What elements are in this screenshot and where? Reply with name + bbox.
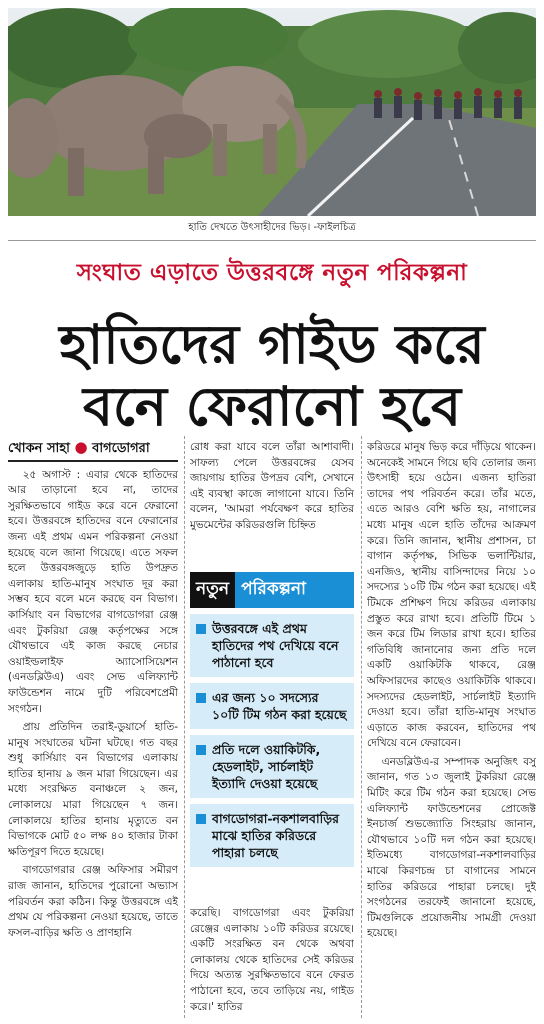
column-divider	[184, 436, 185, 1018]
byline-place: বাগডোগরা	[92, 441, 150, 456]
info-box-header-new: নতুন	[190, 572, 235, 608]
paragraph: ২৫ অগাস্ট : এবার থেকে হাতিদের আর তাড়ানো হবে না, তাদের সুরক্ষিতভাবে গাইড করে বনে ফেরানো হবে। উত্তরবঙ্গে হাতিদের বনে ফেরানোর জন্য এই প্রথম এমন পরিকল্পনা নেওয়া হয়েছে বলে জানা গিয়েছে। এতে সফল হলে উত্তরবঙ্গজুড়ে হাতি উপদ্রুত এলাকায় হাতি-মানুষ সংঘাত দূর করা সম্ভব হবে বলে মনে করছে বন বিভাগ। কার্সিয়াং বন বিভাগের বাগডোগরা রেঞ্জ এবং টুকরিয়া রেঞ্জ কর্তৃপক্ষের সঙ্গে যৌথভাবে এই কাজ করছে নেচার ওয়াইল্ডলাইফ অ্যাসোসিয়েশন (এনডব্লিউএ) এবং সেভ এলিফ্যান্ট ফাউন্ডেশন নামে দুটি পরিবেশপ্রেমী সংগঠন।	[8, 468, 178, 715]
byline	[8, 440, 178, 462]
paragraph: রোধ করা যাবে বলে তাঁরা আশাবাদী। সাফল্য পেলে উত্তরবঙ্গের যেসব জায়গায় হাতির উপদ্রব বেশি, সেখানে এই ব্যবস্থা কাজে লাগানো যাবে। তিনি বলেন, 'আমরা পর্যবেক্ষণ করে হাতির মুভমেন্টের করিডরগুলি চিহ্নিত	[190, 441, 354, 531]
bullet-square-icon	[196, 745, 206, 755]
divider	[8, 240, 536, 241]
paragraph: প্রায় প্রতিদিন তরাই-ডুয়ার্সে হাতি-মানুষ সংঘাতের ঘটনা ঘটছে। গত বছর শুধু কার্সিয়াং বন বিভাগের এলাকায় হাতির হানায় ৯ জন মারা গিয়েছেন। এর মধ্যে সংরক্ষিত বনাঞ্চলে ২ জন, লোকালয়ে মারা গিয়েছেন ৭ জন। লোকালয়ে হাতির হানায় মৃত্যুতে বন বিভাগকে মোট ৫০ লক্ষ ৪০ হাজার টাকা ক্ষতিপূরণ দিতে হয়েছে।	[8, 721, 178, 858]
elephant-photo-illustration	[8, 8, 536, 216]
bullet-square-icon	[196, 814, 206, 824]
info-box	[190, 572, 354, 867]
byline-author: খোকন সাহা	[8, 441, 70, 456]
headline-line-1: হাতিদের গাইড করে	[59, 313, 485, 376]
paragraph: বাগডোগরার রেঞ্জ অফিসার সমীরণ রাজ জানান, হাতিদের পুরোনো অভ্যাস পরিবর্তন করা কঠিন। কিন্তু উত্তরবঙ্গে এই প্রথম যে পরিকল্পনা নেওয়া হয়েছে, তাতে ফসল-বাড়ির ক্ষতি ও প্রাণহানি	[8, 864, 178, 939]
info-point: উত্তরবঙ্গে এই প্রথম হাতিদের পথ দেখিয়ে বনে পাঠানো হবে	[190, 614, 354, 677]
info-point: প্রতি দলে ওয়াকিটকি, হেডলাইট, সার্চলাইট ইত্যাদি দেওয়া হয়েছে	[190, 735, 354, 798]
paragraph: এনডব্লিউএ-র সম্পাদক অনুজিৎ বসু জানান, গত ১৩ জুলাই টুকরিয়া রেঞ্জে মিটিং করে টিম গঠন করা হয়েছে। সেভ এলিফ্যান্ট ফাউন্ডেশনের প্রোজেক্ট ইনচার্জ শুভজ্যোতি সিংহরায় জানান, যৌথভাবে ১০টি দল গঠন করা হয়েছে। ইতিমধ্যে বাগডোগরা-নকশালবাড়ির মাঝে কিরণচন্দ্র চা বাগানের সামনে হাতির করিডরে পাহারা চলছে। দুই সংগঠনের তরফেই জানানো হয়েছে, টিমগুলিকে প্রয়োজনীয় সামগ্রী দেওয়া হয়েছে।	[367, 755, 536, 940]
headline-line-2: বনে ফেরানো হবে	[82, 375, 462, 438]
article-column-2-top	[190, 440, 354, 566]
column-divider	[361, 436, 362, 1018]
bullet-square-icon	[196, 624, 206, 634]
info-point: এর জন্য ১০ সদস্যের ১০টি টিম গঠন করা হয়েছে	[190, 683, 354, 729]
info-box-header	[190, 572, 354, 608]
kicker-headline: সংঘাত এড়াতে উত্তরবঙ্গে নতুন পরিকল্পনা	[76, 260, 468, 286]
article-column-2-bottom	[190, 906, 354, 1020]
article-column-3	[367, 440, 536, 1020]
info-point: বাগডোগরা-নকশালবাড়ির মাঝে হাতির করিডরে পাহারা চলছে	[190, 804, 354, 867]
info-box-header-plan: পরিকল্পনা	[235, 572, 354, 608]
article-column-1	[8, 440, 178, 1020]
paragraph: করিডরে মানুষ ভিড় করে দাঁড়িয়ে থাকেন। অনেকেই সামনে গিয়ে ছবি তোলার জন্য উৎসাহী হয়ে ওঠেন। এজন্য হাতিরা তাদের পথ পরিবর্তন করে। তাঁর মতে, এতে আরও বেশি ক্ষতি হয়, নাগালের মধ্যে মানুষ এলে হাতি তাঁদের আক্রমণ করে। তিনি জানান, স্থানীয় প্রশাসন, চা বাগান কর্তৃপক্ষ, সিভিক ভলান্টিয়ার, এনজিও, স্থানীয় বাসিন্দাদের নিয়ে ১০ সদস্যের ১০টি টিম গঠন করা হয়েছে। এই টিমকে প্রশিক্ষণ দিয়ে করিডর এলাকায় প্রস্তুত করে রাখা হবে। প্রতিটি টিমে ১ জন করে টিম লিডার রাখা হবে। হাতির গতিবিধি জানানোর জন্য প্রতি দলে একটি ওয়াকিটকি থাকবে, রেঞ্জ অফিসারদের কাছেও ওয়াকিটকি থাকবে। সদস্যদের হেডলাইট, সার্চলাইট ইত্যাদি দেওয়া হবে। তাঁরা হাতি-মানুষ সংঘাত এড়াতে কাজ করবেন, হাতিদের পথ দেখিয়ে বনে ফেরাবেন।	[367, 441, 536, 750]
news-photo	[8, 8, 536, 216]
paragraph: করেছি। বাগডোগরা এবং টুকরিয়া রেঞ্জের এলাকায় ১০টি করিডর রয়েছে। একটি সংরক্ষিত বন থেকে অথবা লোকালয় থেকে হাতিদের সেই করিডর দিয়ে অত্যন্ত সুরক্ষিতভাবে বনে ফেরত পাঠানো হবে, তবে তাড়িয়ে নয়, গাইড করে।' হাতির	[190, 907, 354, 1013]
bullet-square-icon	[196, 693, 206, 703]
bullet-dot-icon: ●	[74, 440, 88, 456]
photo-caption: হাতি দেখতে উৎসাহীদের ভিড়। -ফাইলচিত্র	[188, 222, 356, 233]
